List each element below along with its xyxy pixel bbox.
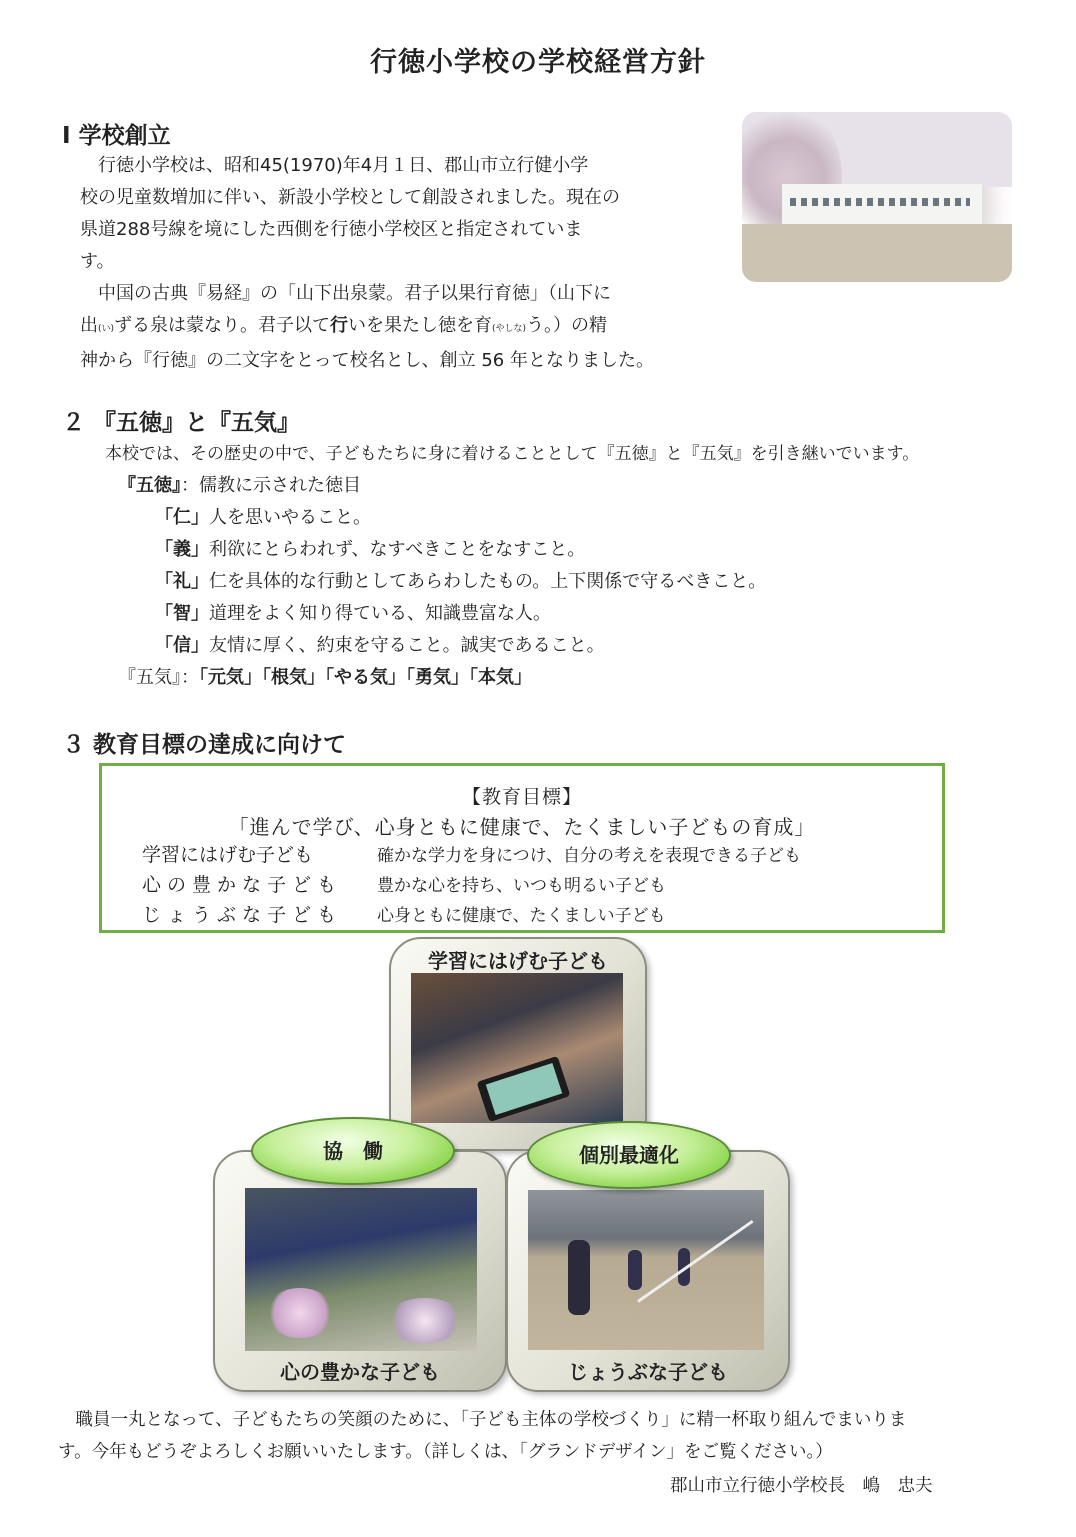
virtue-list	[155, 502, 766, 662]
goal-name: 心の豊かな子ども	[142, 874, 343, 896]
virtue-name: 「義」	[155, 539, 209, 560]
section1-line	[80, 310, 700, 345]
tile-learning	[389, 937, 647, 1151]
virtue-item	[155, 534, 766, 566]
virtue-desc: 道理をよく知り得ている、知識豊富な人。	[209, 603, 551, 624]
virtue-name: 「仁」	[155, 507, 209, 528]
gotoku-line	[118, 470, 361, 502]
school-building-photo	[742, 112, 1012, 282]
closing-line1: 職員一丸となって、子どもたちの笑顔のために、「子ども主体の学校づくり」に精一杯取り組んでまいりま	[58, 1410, 907, 1430]
goki-item: 「本気」	[469, 667, 532, 688]
oval-collaboration: 協 働	[251, 1117, 455, 1185]
virtue-name: 「智」	[155, 603, 209, 624]
education-goal-box	[99, 763, 945, 933]
goal-desc: 豊かな心を持ち、いつも明るい子ども	[377, 876, 666, 896]
gotoku-label: 『五徳』	[118, 475, 181, 496]
goal-main: 「進んで学び、心身ともに健康で、たくましい子どもの育成」	[228, 815, 816, 839]
virtue-desc: 人を思いやること。	[209, 507, 371, 528]
goki-label: 『五気』：	[118, 667, 199, 688]
section1-heading: Ⅰ 学校創立	[62, 123, 171, 149]
section1-line: す。	[80, 251, 115, 272]
virtue-name: 「信」	[155, 635, 209, 656]
goki-line	[118, 662, 532, 694]
oval-individual-optimization: 個別最適化	[527, 1121, 731, 1189]
virtue-item	[155, 598, 766, 630]
gotoku-desc: ：儒教に示された徳目	[181, 475, 361, 496]
section1-line: 県道288号線を境にした西側を行徳小学校区と指定されていま	[80, 219, 583, 240]
goal-item	[142, 841, 801, 871]
goal-item	[142, 901, 801, 931]
goal-desc: 確かな学力を身につけ、自分の考えを表現できる子ども	[377, 846, 801, 866]
goki-item: 「元気」	[199, 667, 262, 688]
tile-heart	[213, 1150, 507, 1392]
section2-intro: 本校では、その歴史の中で、子どもたちに身に着けることとして『五徳』と『五気』を引き継いでいます。	[105, 444, 920, 464]
tile-label: じょうぶな子ども	[568, 1360, 728, 1384]
goki-item: 「勇気」	[406, 667, 469, 688]
section3-heading: ３ 教育目標の達成に向けて	[62, 732, 347, 758]
goal-list	[142, 841, 801, 931]
students-tablet-photo	[411, 973, 623, 1123]
section1-line: 中国の古典『易経』の「山下出泉蒙。君子以果行育徳」（山下に	[80, 283, 611, 304]
signature: 郡山市立行徳小学校長 嶋 忠夫	[670, 1476, 933, 1496]
virtue-desc: 友情に厚く、約束を守ること。誠実であること。	[209, 635, 605, 656]
virtue-desc: 利欲にとらわれず、なすべきことをなすこと。	[209, 539, 586, 560]
goal-name: 学習にはげむ子ども	[142, 844, 314, 866]
goki-item: 「根気」	[262, 667, 325, 688]
section1-line: 神から『行徳』の二文字をとって校名とし、創立 56 年となりました。	[80, 350, 654, 371]
closing-line2: す。今年もどうぞよろしくお願いいたします。（詳しくは、「グランドデザイン」をご覧ください。）	[58, 1442, 833, 1462]
goal-title: 【教育目標】	[461, 786, 582, 808]
section1-line: 校の児童数増加に伴い、新設小学校として創設されました。現在の	[80, 187, 620, 208]
virtue-desc: 仁を具体的な行動としてあらわしたもの。上下関係で守るべきこと。	[209, 571, 767, 592]
tile-label: 学習にはげむ子ども	[428, 949, 608, 973]
virtue-item	[155, 630, 766, 662]
goal-item	[142, 871, 801, 901]
goal-name: じょうぶな子ども	[142, 904, 343, 926]
ruby-text: (やしな)	[492, 324, 527, 334]
section1-line: 行徳小学校は、昭和45(1970)年4月１日、郡山市立行健小学	[80, 155, 589, 176]
emphasis-text: 行	[330, 315, 349, 336]
section2-heading: ２ 『五徳』と『五気』	[62, 410, 301, 436]
text-fragment: いを果たし徳を育	[348, 315, 493, 336]
virtue-item	[155, 502, 766, 534]
students-running-photo	[528, 1190, 764, 1350]
text-fragment: う。）の精	[526, 315, 608, 336]
virtue-name: 「礼」	[155, 571, 209, 592]
goki-item: 「やる気」	[325, 667, 406, 688]
section1-paragraph1	[80, 150, 700, 377]
tile-label: 心の豊かな子ども	[280, 1360, 440, 1384]
text-fragment: 出	[80, 315, 98, 336]
ruby-text: (い)	[98, 324, 115, 334]
goal-desc: 心身ともに健康で、たくましい子ども	[377, 906, 666, 926]
text-fragment: ずる泉は蒙なり。君子以て	[114, 315, 331, 336]
virtue-item	[155, 566, 766, 598]
students-flowers-photo	[245, 1188, 477, 1351]
page-title: 行徳小学校の学校経営方針	[370, 47, 706, 78]
